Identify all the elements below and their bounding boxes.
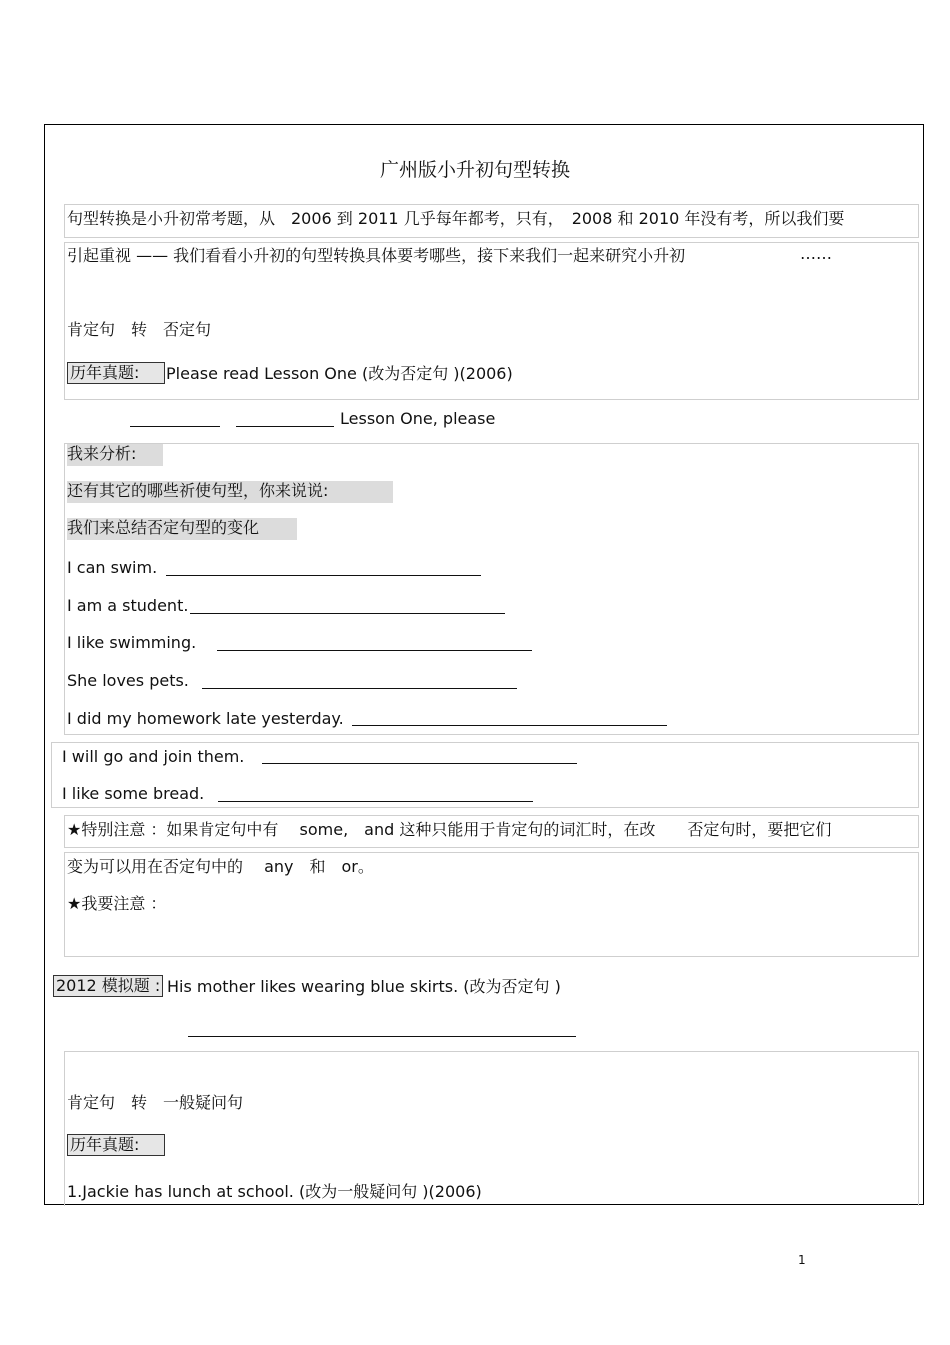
exercise-1: I can swim. xyxy=(67,558,158,577)
section2-heading: 肯定句 转 一般疑问句 xyxy=(67,1093,244,1112)
exercise-3: I like swimming. xyxy=(67,633,197,652)
exercise-7-blank[interactable] xyxy=(218,801,533,802)
page-number: 1 xyxy=(798,1253,806,1267)
exercise-5-blank[interactable] xyxy=(352,725,667,726)
mock-label: 2012 模拟题 : xyxy=(53,975,163,997)
note-line-2: 变为可以用在否定句中的 any 和 or。 xyxy=(67,857,374,876)
section1-heading: 肯定句 转 否定句 xyxy=(67,320,212,339)
exercise-4-blank[interactable] xyxy=(202,688,517,689)
exercise-3-blank[interactable] xyxy=(217,650,532,651)
past-exam-label-2: 历年真题: xyxy=(67,1134,165,1156)
note-line-3: ★我要注意 ： xyxy=(67,894,167,913)
answer-blank-1[interactable] xyxy=(130,426,220,427)
page-title: 广州版小升初句型转换 xyxy=(379,159,570,181)
note-line-1: ★特别注意 ：如果肯定句中有 some, and 这种只能用于肯定句的词汇时，在改 否定句时，要把它们 xyxy=(67,820,832,839)
section1-question: Please read Lesson One (改为否定句 )(2006) xyxy=(166,364,513,383)
intro-ellipsis: …… xyxy=(800,244,832,263)
section2-question: 1.Jackie has lunch at school. (改为一般疑问句 )(2006) xyxy=(67,1182,482,1201)
analysis-label-2: 还有其它的哪些祈使句型，你来说说: xyxy=(67,481,393,503)
exercise-4: She loves pets. xyxy=(67,671,189,690)
exercise-2: I am a student. xyxy=(67,596,189,615)
section1-answer-tail: Lesson One, please xyxy=(340,409,496,428)
analysis-label-1: 我来分析: xyxy=(67,444,163,466)
exercise-2-blank[interactable] xyxy=(190,613,505,614)
answer-blank-2[interactable] xyxy=(236,426,334,427)
intro-line-1: 句型转换是小升初常考题，从 2006 到 2011 几乎每年都考，只有， 2008 和 2010 年没有考，所以我们要 xyxy=(67,209,845,228)
mock-answer-blank[interactable] xyxy=(188,1036,576,1037)
exercise-7: I like some bread. xyxy=(62,784,205,803)
exercise-6-blank[interactable] xyxy=(262,763,577,764)
mock-question: His mother likes wearing blue skirts. (改为否定句 ) xyxy=(167,977,561,996)
intro-line-2: 引起重视 —— 我们看看小升初的句型转换具体要考哪些，接下来我们一起来研究小升初 xyxy=(67,246,686,265)
analysis-label-3: 我们来总结否定句型的变化 xyxy=(67,518,297,540)
exercise-5: I did my homework late yesterday. xyxy=(67,709,344,728)
exercise-1-blank[interactable] xyxy=(166,575,481,576)
exercise-6: I will go and join them. xyxy=(62,747,245,766)
past-exam-label-1: 历年真题: xyxy=(67,362,165,384)
